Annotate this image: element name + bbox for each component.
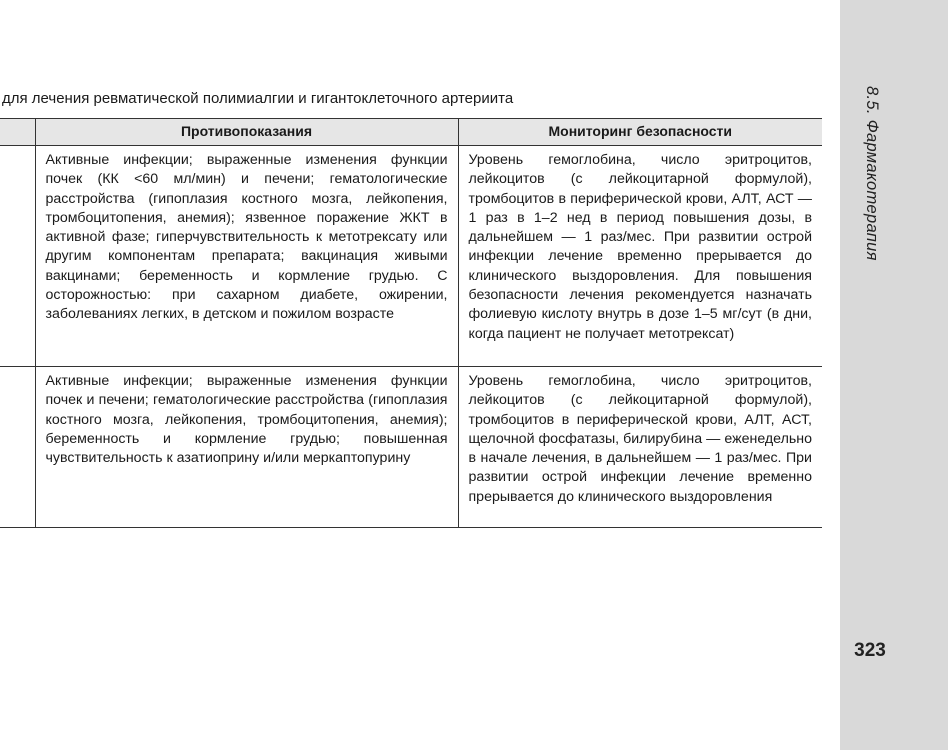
section-title: 8.5. Фармакотерапия — [863, 86, 881, 261]
contraindications-cell: Активные инфекции; выраженные изменения функции почек (КК <60 мл/мин) и печени; гематологические расстройства (гипоплазия костного мозга, лейкопения, тромбоцитопения, анемия); язвенное поражение ЖКТ в активной фазе; гиперчувствительность к метотрексату или другим компонентам препарата; вакцинация живыми вакцинами; беременность и кормление грудью. С осторожностью: при сахарном диабете, ожирении, заболеваниях легких, в детском и пожилом возрасте — [35, 146, 458, 367]
monitoring-cell: Уровень гемоглобина, число эритроцитов, лейкоцитов (с лейкоцитарной формулой), тромбоцитов в периферической крови, АЛТ, АСТ, щелочной фосфатазы, билирубина — еженедельно в начале лечения, в дальнейшем — 1 раз/мес. При развитии острой инфекции лечение временно прерывается до клинического выздоровления — [458, 367, 822, 528]
table-row — [0, 146, 822, 367]
header-monitoring: Мониторинг безопасности — [458, 119, 822, 146]
drug-table — [0, 118, 822, 528]
page-number: 323 — [854, 640, 886, 661]
monitoring-cell: Уровень гемоглобина, число эритроцитов, лейкоцитов (с лейкоцитарной формулой), тромбоцитов в периферической крови, АЛТ, АСТ — 1 раз в 1–2 нед в период повышения дозы, в дальнейшем — 1 раз/мес. При развитии острой инфекции лечение временно прерывается до клинического выздоровления. Для повышения безопасности лечения рекомендуется назначать фолиевую кислоту внутрь в дозе 1–5 мг/сут (в дни, когда пациент не получает метотрексат) — [458, 146, 822, 367]
table-header-row — [0, 119, 822, 146]
drug-cell — [0, 146, 35, 367]
table-row — [0, 367, 822, 528]
header-contraindications: Противопоказания — [35, 119, 458, 146]
table-caption: для лечения ревматической полимиалгии и гигантоклеточного артериита — [2, 90, 514, 107]
contraindications-cell: Активные инфекции; выраженные изменения функции почек и печени; гематологические расстройства (гипоплазия костного мозга, лейкопения, тромбоцитопения, анемия); беременность и кормление грудью; повышенная чувствительность к азатиоприну и/или меркаптопурину — [35, 367, 458, 528]
side-strip — [840, 0, 948, 750]
drug-cell — [0, 367, 35, 528]
header-drug — [0, 119, 35, 146]
